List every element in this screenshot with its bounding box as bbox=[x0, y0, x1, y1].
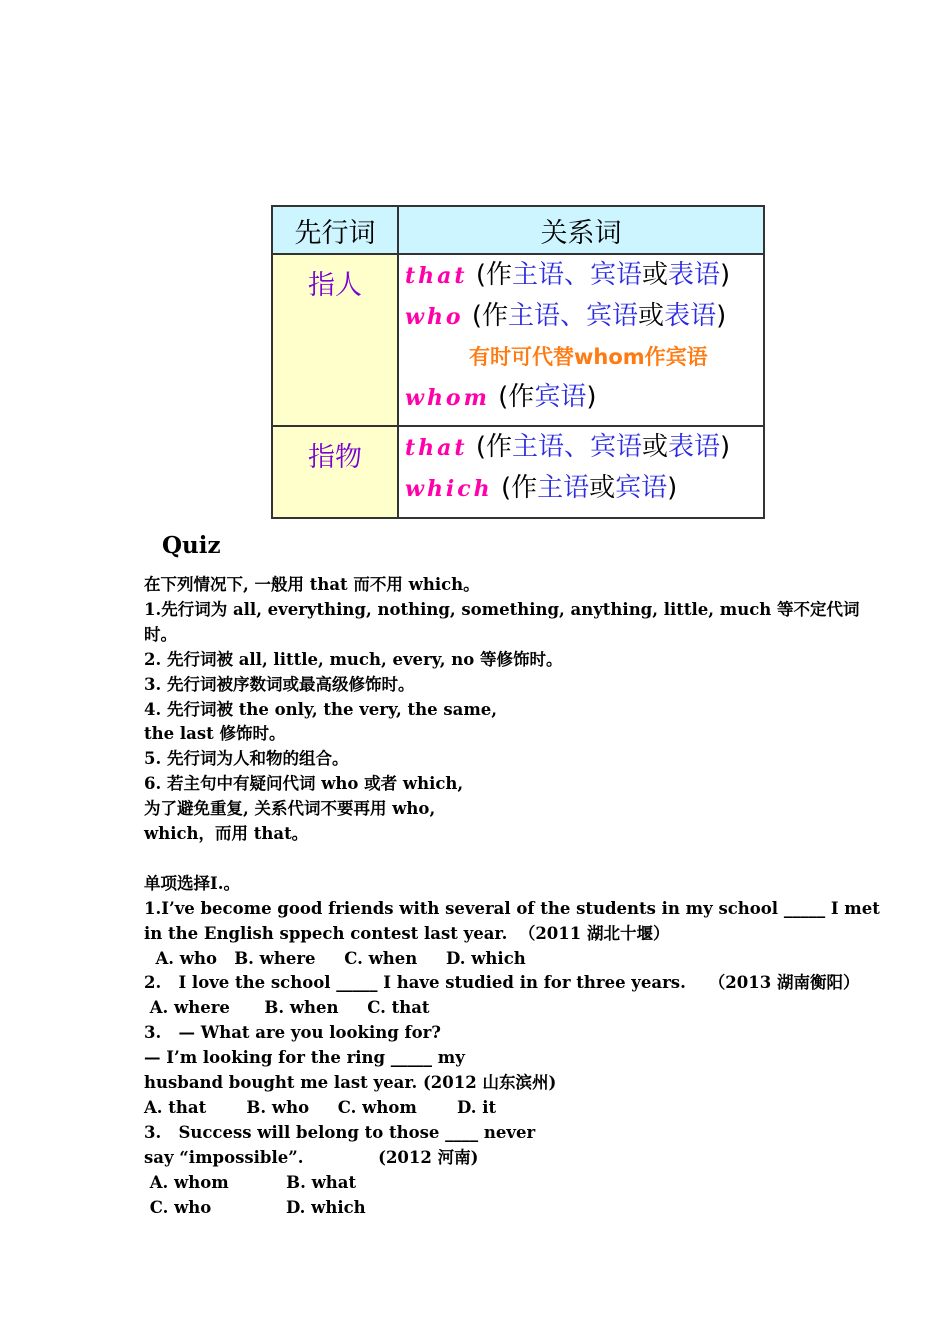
relative-pronoun-table bbox=[271, 205, 765, 519]
pronoun-line: which (作主语或宾语) bbox=[405, 473, 678, 503]
pronoun-line: whom (作宾语) bbox=[405, 382, 597, 412]
text-line: A. where B. when C. that bbox=[144, 998, 430, 1018]
text-line: — I’m looking for the ring _____ my bbox=[144, 1048, 465, 1068]
text-line: husband bought me last year. (2012 山东滨州) bbox=[144, 1073, 557, 1093]
text-line: A. whom B. what bbox=[144, 1172, 357, 1192]
text-line: 5. 先行词为人和物的组合。 bbox=[144, 749, 349, 769]
text-line: 3. Success will belong to those ____ never bbox=[144, 1122, 536, 1142]
text-line: 2. 先行词被 all, little, much, every, no 等修饰时。 bbox=[144, 649, 563, 669]
whom-note: 有时可代替whom作宾语 bbox=[469, 345, 708, 369]
text-line: 时。 bbox=[144, 624, 177, 644]
text-line bbox=[144, 847, 824, 872]
text-line: 1.先行词为 all, everything, nothing, something, anything, little, much 等不定代词 bbox=[144, 599, 860, 619]
quiz-title: Quiz bbox=[162, 532, 221, 559]
table-row-thing bbox=[272, 426, 764, 518]
category-thing: 指物 bbox=[272, 426, 398, 518]
text-line: the last 修饰时。 bbox=[144, 724, 286, 744]
table-row-person bbox=[272, 254, 764, 426]
category-person: 指人 bbox=[272, 254, 398, 426]
text-line: 在下列情况下, 一般用 that 而不用 which。 bbox=[144, 575, 480, 594]
text-line: A. who B. where C. when D. which bbox=[144, 948, 526, 968]
text-line: 为了避免重复, 关系代词不要再用 who, bbox=[144, 799, 436, 819]
table-header-row bbox=[272, 206, 764, 254]
text-line: 3. 先行词被序数词或最高级修饰时。 bbox=[144, 674, 415, 694]
text-line: 6. 若主句中有疑问代词 who 或者 which, bbox=[144, 774, 464, 794]
thing-pronouns bbox=[398, 426, 764, 518]
text-line: say “impossible”. (2012 河南) bbox=[144, 1147, 479, 1167]
person-pronouns bbox=[398, 254, 764, 426]
header-antecedent: 先行词 bbox=[272, 206, 398, 254]
text-line: A. that B. who C. whom D. it bbox=[144, 1098, 497, 1118]
text-line: 4. 先行词被 the only, the very, the same, bbox=[144, 699, 498, 719]
text-line: 3. — What are you looking for? bbox=[144, 1023, 441, 1043]
text-line: 1.I’ve become good friends with several of the students in my school _____ I met bbox=[144, 898, 880, 918]
text-line: 单项选择Ⅰ.。 bbox=[144, 873, 240, 893]
text-line: 2. I love the school _____ I have studied in for three years. （2013 湖南衡阳） bbox=[144, 973, 860, 993]
pronoun-line: that (作主语、宾语或表语) bbox=[405, 260, 731, 290]
pronoun-line: that (作主语、宾语或表语) bbox=[405, 432, 731, 462]
header-relative-word: 关系词 bbox=[398, 206, 764, 254]
text-line: C. who D. which bbox=[144, 1197, 366, 1217]
pronoun-line: who (作主语、宾语或表语) bbox=[405, 301, 727, 331]
text-line: which，而用 that。 bbox=[144, 824, 309, 844]
document-body bbox=[144, 573, 880, 1221]
text-line: in the English sppech contest last year. （2011 湖北十堰） bbox=[144, 923, 670, 943]
